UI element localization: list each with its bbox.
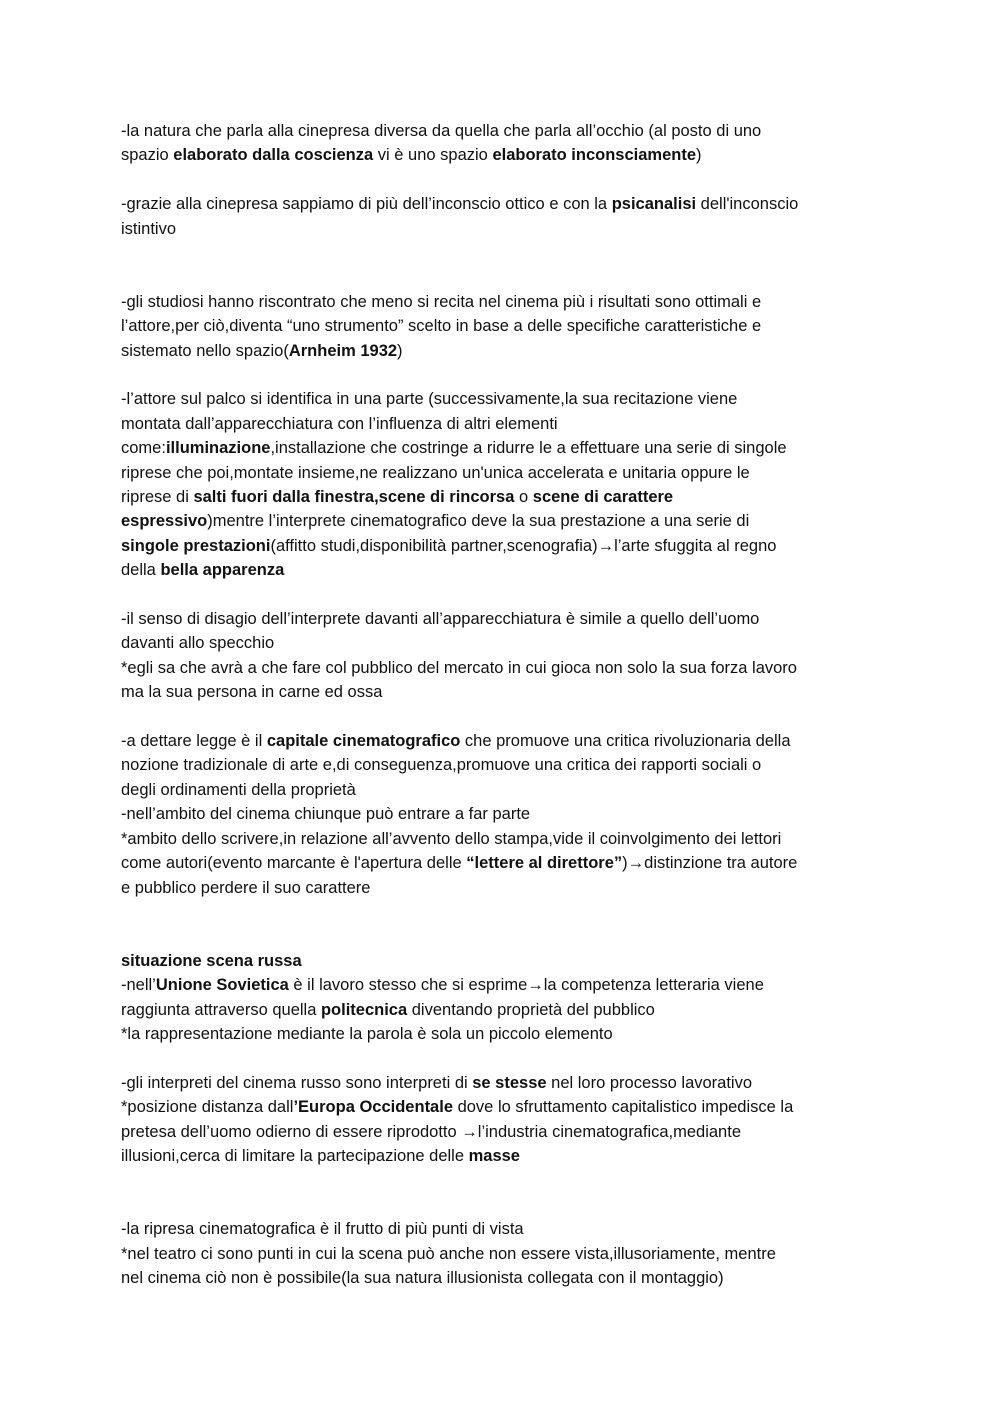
text-span: illusioni,cerca di limitare la partecipazione delle xyxy=(121,1146,469,1165)
text-span: -nell’ambito del cinema chiunque può entrare a far parte xyxy=(121,805,531,824)
text-span: -a dettare legge è il xyxy=(121,732,267,751)
text-span: -la ripresa cinematografica è il frutto di più punti di vista xyxy=(121,1220,524,1239)
text-span: vi è uno spazio xyxy=(373,146,493,165)
text-span: riprese che poi,montate insieme,ne realizzano un'unica accelerata e unitaria oppure le xyxy=(121,463,750,482)
bold-text: illuminazione xyxy=(165,439,271,458)
text-span: diventando proprietà del pubblico xyxy=(407,1000,655,1019)
bold-text: psicanalisi xyxy=(611,195,697,214)
text-line xyxy=(121,1144,891,1168)
text-span: nel loro processo lavorativo xyxy=(546,1073,753,1092)
text-span: *egli sa che avrà a che fare col pubblico del mercato in cui gioca non solo la sua forza lavoro xyxy=(121,658,797,677)
bold-text: politecnica xyxy=(320,1000,408,1019)
text-line xyxy=(121,1266,891,1290)
text-line xyxy=(121,656,891,680)
text-span: pretesa dell’uomo odierno di essere riprodotto →l’industria cinematografica,mediante xyxy=(121,1122,741,1141)
bold-text: espressivo xyxy=(121,512,208,531)
text-span: *nel teatro ci sono punti in cui la scena può anche non essere vista,illusoriamente, mentre xyxy=(121,1244,776,1263)
text-span: dove lo sfruttamento capitalistico impedisce la xyxy=(453,1098,794,1117)
text-line xyxy=(121,509,891,533)
bold-text: Unione Sovietica xyxy=(155,976,289,995)
text-span: -la natura che parla alla cinepresa diversa da quella che parla all’occhio (al posto di uno xyxy=(121,122,762,140)
text-span: l’attore,per ciò,diventa “uno strumento” scelto in base a delle specifiche caratteristiche e xyxy=(121,317,762,336)
text-span: sistemato nello spazio( xyxy=(121,341,289,360)
text-span: )→distinzione tra autore xyxy=(622,854,798,873)
bold-text: bella apparenza xyxy=(160,561,285,580)
text-span: raggiunta attraverso quella xyxy=(121,1000,321,1019)
text-span: -gli studiosi hanno riscontrato che meno si recita nel cinema più i risultati sono ottimali e xyxy=(121,292,762,311)
bold-text: capitale cinematografico xyxy=(266,732,461,751)
paragraph-gap xyxy=(121,168,891,192)
text-line xyxy=(121,1022,891,1046)
text-line xyxy=(121,314,891,338)
text-span: -l’attore sul palco si identifica in una parte (successivamente,la sua recitazione viene xyxy=(121,390,738,409)
text-line xyxy=(121,778,891,802)
bold-text: ’Europa Occidentale xyxy=(293,1098,453,1117)
paragraph-gap xyxy=(121,705,891,729)
text-span: ,installazione che costringe a ridurre le a effettuare una serie di singole xyxy=(270,439,787,458)
text-span: istintivo xyxy=(121,219,177,238)
text-line xyxy=(121,1242,891,1266)
text-line xyxy=(121,1071,891,1095)
text-line xyxy=(121,973,891,997)
text-line xyxy=(121,876,891,900)
paragraph-gap xyxy=(121,363,891,387)
text-span: ) xyxy=(696,146,702,165)
text-line xyxy=(121,851,891,875)
bold-text: salti fuori dalla finestra,scene di rincorsa xyxy=(193,488,515,507)
text-line xyxy=(121,534,891,558)
paragraph-gap xyxy=(121,241,891,290)
paragraph-gap xyxy=(121,583,891,607)
paragraph-gap xyxy=(121,1168,891,1217)
text-line xyxy=(121,387,891,411)
text-span: dell'inconscio xyxy=(696,195,799,214)
text-line xyxy=(121,729,891,753)
text-span: nozione tradizionale di arte e,di conseguenza,promuove una critica dei rapporti sociali o xyxy=(121,756,762,775)
bold-text: se stesse xyxy=(472,1073,547,1092)
document-page xyxy=(121,119,891,1290)
text-span: -gli interpreti del cinema russo sono interpreti di xyxy=(121,1073,473,1092)
text-line xyxy=(121,607,891,631)
text-line xyxy=(121,1095,891,1119)
text-line xyxy=(121,461,891,485)
text-line xyxy=(121,143,891,167)
text-span: -nell’ xyxy=(121,976,156,995)
bold-text: elaborato inconsciamente xyxy=(492,146,697,165)
text-span: della xyxy=(121,561,161,580)
text-line xyxy=(121,1217,891,1241)
text-span: o xyxy=(514,488,533,507)
text-line xyxy=(121,339,891,363)
text-line xyxy=(121,827,891,851)
text-span: davanti allo specchio xyxy=(121,634,275,653)
paragraph-gap xyxy=(121,1046,891,1070)
text-span: ) xyxy=(397,341,403,360)
text-span: che promuove una critica rivoluzionaria della xyxy=(460,732,791,751)
text-span: come autori(evento marcante è l'apertura delle xyxy=(121,854,467,873)
text-span: riprese di xyxy=(121,488,194,507)
paragraph-gap xyxy=(121,900,891,949)
bold-text: scene di carattere xyxy=(532,488,674,507)
text-line xyxy=(121,436,891,460)
text-span: -grazie alla cinepresa sappiamo di più dell’inconscio ottico e con la xyxy=(121,195,612,214)
text-span: *la rappresentazione mediante la parola è sola un piccolo elemento xyxy=(121,1024,613,1043)
text-span: spazio xyxy=(121,146,174,165)
text-line xyxy=(121,631,891,655)
bold-text: Arnheim 1932 xyxy=(288,341,398,360)
text-span: è il lavoro stesso che si esprime→la competenza letteraria viene xyxy=(288,976,764,995)
text-span: ma la sua persona in carne ed ossa xyxy=(121,683,383,702)
text-span: e pubblico perdere il suo carattere xyxy=(121,878,371,897)
bold-text: “lettere al direttore” xyxy=(466,854,623,873)
text-line xyxy=(121,949,891,973)
text-span: -il senso di disagio dell’interprete davanti all’apparecchiatura è simile a quello dell’uomo xyxy=(121,610,760,629)
text-span: nel cinema ciò non è possibile(la sua natura illusionista collegata con il montaggio) xyxy=(121,1268,724,1287)
text-span: come: xyxy=(121,439,166,458)
text-line xyxy=(121,412,891,436)
text-span: *posizione distanza dall xyxy=(121,1098,294,1117)
text-line xyxy=(121,753,891,777)
text-line xyxy=(121,119,891,143)
text-span: montata dall’apparecchiatura con l’influenza di altri elementi xyxy=(121,414,558,433)
bold-text: situazione scena russa xyxy=(121,951,302,970)
text-line xyxy=(121,192,891,216)
bold-text: singole prestazioni xyxy=(121,536,271,555)
text-span: degli ordinamenti della proprietà xyxy=(121,780,356,799)
text-line xyxy=(121,558,891,582)
text-span: (affitto studi,disponibilità partner,scenografia)→l’arte sfuggita al regno xyxy=(270,536,777,555)
text-line xyxy=(121,485,891,509)
bold-text: elaborato dalla coscienza xyxy=(173,146,374,165)
bold-text: masse xyxy=(468,1146,520,1165)
text-line xyxy=(121,802,891,826)
text-line xyxy=(121,998,891,1022)
text-line xyxy=(121,290,891,314)
text-span: )mentre l’interprete cinematografico deve la sua prestazione a una serie di xyxy=(207,512,750,531)
text-line xyxy=(121,680,891,704)
text-span: *ambito dello scrivere,in relazione all’avvento dello stampa,vide il coinvolgimento dei lettori xyxy=(121,829,782,848)
text-line xyxy=(121,1120,891,1144)
text-line xyxy=(121,217,891,241)
